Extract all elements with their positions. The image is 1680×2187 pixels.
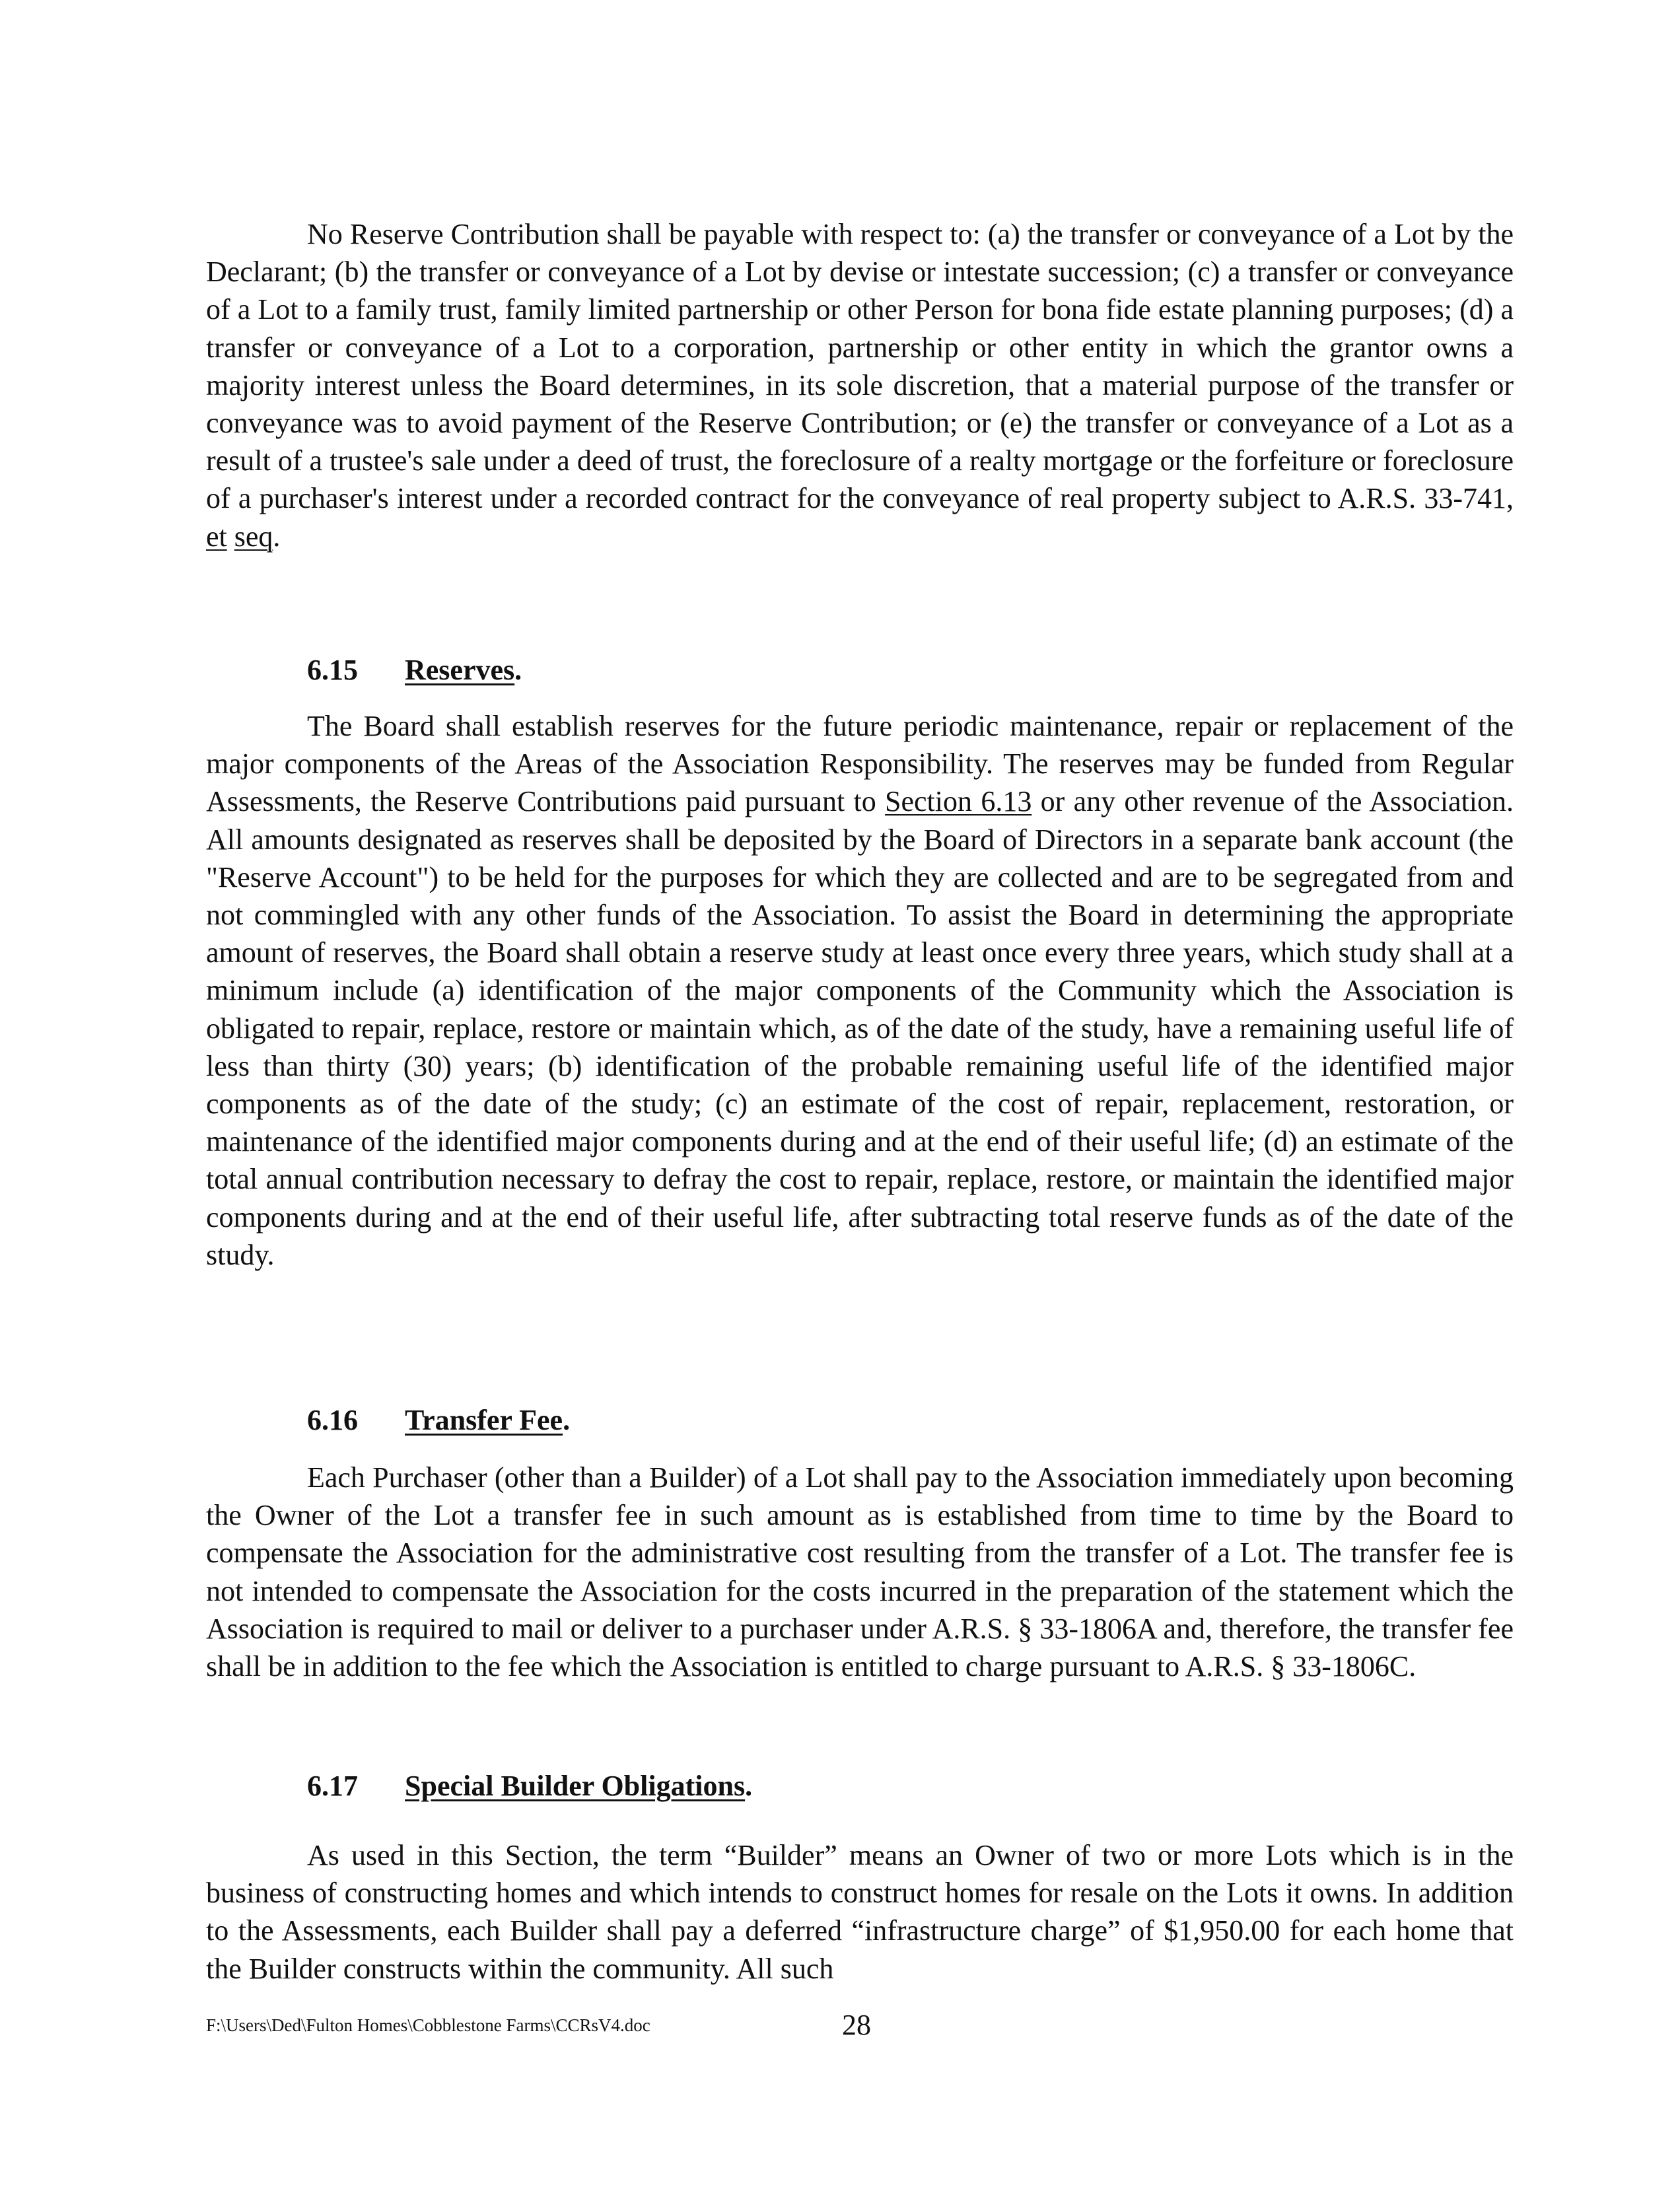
paragraph-reserve-contribution-exemptions: No Reserve Contribution shall be payable with respect to: (a) the transfer or conveyance of a Lot by the Declarant; (b) the transfer or conveyance of a Lot by devise or intestate succession; (c) a transfer or conveyance of a Lot to a family trust, family limited partnership or other Person for bona fide estate planning purposes; (d) a transfer or conveyance of a Lot to a corporation, partnership or other entity in which the grantor owns a majority interest unless the Board determines, in its sole discretion, that a material purpose of the transfer or conveyance was to avoid payment of the Reserve Contribution; or (e) the transfer or conveyance of a Lot as a result of a trustee's sale under a deed of trust, the foreclosure of a realty mortgage or the forfeiture or foreclosure of a purchaser's interest under a recorded contract for the conveyance of real property subject to A.R.S. 33-741, et seq. — [206, 218, 1514, 553]
paragraph-transfer-fee — [206, 1459, 1514, 1685]
paragraph-reserves — [206, 707, 1514, 1274]
paragraph-text: Each Purchaser (other than a Builder) of a Lot shall pay to the Association immediately upon becoming the Owner of the Lot a transfer fee in such amount as is established from time to time by the Board to compensate the Association for the administrative cost resulting from the transfer of a Lot. The transfer fee is not intended to compensate the Association for the costs incurred in the preparation of the statement which the Association is required to mail or deliver to a purchaser under A.R.S. § 33-1806A and, therefore, the transfer fee shall be in addition to the fee which the Association is entitled to charge pursuant to A.R.S. § 33-1806C. — [206, 1461, 1514, 1683]
page-number: 28 — [842, 2009, 871, 2041]
paragraph-text: No Reserve Contribution shall be payable with respect to: (a) the transfer or conveyance of a Lot by the Declarant; (b) the transfer or conveyance of a Lot by devise or intestate succession; (c) a transfer or conveyance of a Lot to a family trust, family limited partnership or other Person for bona fide estate planning purposes; (d) a transfer or conveyance of a Lot to a corporation, partnership or other entity in which the grantor owns a majority interest unless the Board determines, in its sole discretion, that a material purpose of the transfer or conveyance was to avoid payment of the Reserve Contribution; or (e) the transfer or conveyance of a Lot as a result of a trustee's sale under a deed of trust, the foreclosure of a realty mortgage or the forfeiture or foreclosure of a purchaser's interest under a recorded contract for the conveyance of real property subject to A.R.S. 33-741, — [206, 218, 1514, 515]
section-number: 6.16 — [307, 1404, 358, 1436]
et-text: et — [206, 520, 227, 553]
paragraph-text: As used in this Section, the term “Builder” means an Owner of two or more Lots which is in the business of constructing homes and which intends to construct homes for resale on the Lots it owns. In addition to the Assessments, each Builder shall pay a deferred “infrastructure charge” of $1,950.00 for each home that the Builder constructs within the community. All such — [206, 1839, 1514, 1985]
section-reference: Section 6.13 — [885, 785, 1032, 818]
section-heading-6-17: 6.17 Special Builder Obligations. — [307, 1767, 752, 1805]
section-title: Reserves — [405, 654, 515, 686]
seq-text: seq — [234, 520, 273, 553]
section-heading-6-16: 6.16 Transfer Fee. — [307, 1401, 570, 1439]
section-number: 6.15 — [307, 654, 358, 686]
paragraph-text: The Board shall establish reserves for the future periodic maintenance, repair or replacement of the major components of the Areas of the Association Responsibility. The reserves may be funded from Regular Assessments, the Reserve Contributions paid pursuant to — [206, 710, 1514, 818]
footer-file-path: F:\Users\Ded\Fulton Homes\Cobblestone Farms\CCRsV4.doc — [206, 2015, 650, 2035]
paragraph-text: or any other revenue of the Association. All amounts designated as reserves shall be deposited by the Board of Directors in a separate bank account (the "Reserve Account") to be held for the purposes for which they are collected and are to be segregated from and not commingled with any other funds of the Association. To assist the Board in determining the appropriate amount of reserves, the Board shall obtain a reserve study at least once every three years, which study shall at a minimum include (a) identification of the major components of the Community which the Association is obligated to repair, replace, restore or maintain which, as of the date of the study, have a remaining useful life of less than thirty (30) years; (b) identification of the probable remaining useful life of the identified major components as of the date of the study; (c) an estimate of the cost of repair, replacement, restoration, or maintenance of the identified major components during and at the end of their useful life; (d) an estimate of the total annual contribution necessary to defray the cost to repair, replace, restore, or maintain the identified major components during and at the end of their useful life, after subtracting total reserve funds as of the date of the study. — [206, 785, 1514, 1271]
section-title: Transfer Fee — [405, 1404, 563, 1436]
section-title: Special Builder Obligations — [405, 1770, 746, 1802]
paragraph-special-builder-obligations — [206, 1836, 1514, 1988]
section-number: 6.17 — [307, 1770, 358, 1802]
section-heading-6-15: 6.15 Reserves. — [307, 651, 522, 689]
